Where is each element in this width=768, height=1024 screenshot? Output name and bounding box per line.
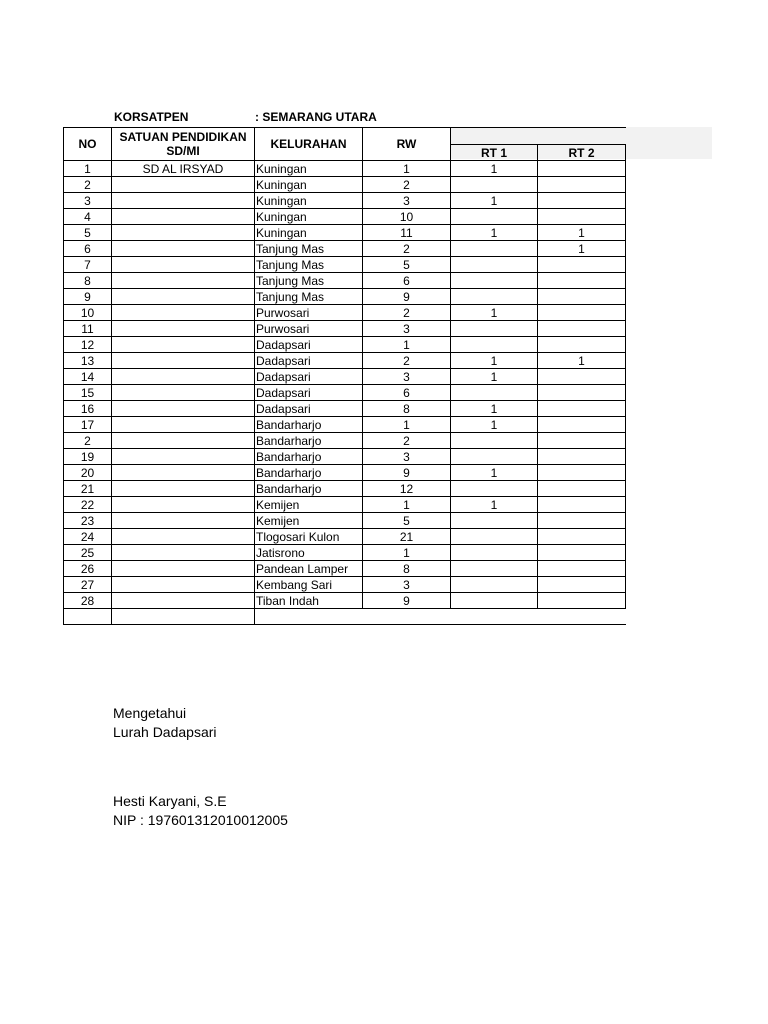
cell-rw: 9 (363, 593, 451, 609)
table-row (64, 465, 626, 481)
cell-sd (112, 225, 255, 241)
cell-rt1 (451, 577, 538, 593)
cell-rt2 (538, 305, 626, 321)
cell-kel: Tanjung Mas (255, 257, 363, 273)
cell-rw: 2 (363, 241, 451, 257)
cell-kel: Kuningan (255, 177, 363, 193)
cell-rw: 2 (363, 305, 451, 321)
cell-no: 19 (64, 449, 112, 465)
cell-rt1 (451, 177, 538, 193)
cell-rt2 (538, 577, 626, 593)
cell-rt2: 1 (538, 241, 626, 257)
cell-kel: Dadapsari (255, 385, 363, 401)
cell-rw: 12 (363, 481, 451, 497)
cell-kel: Dadapsari (255, 337, 363, 353)
cell-sd (112, 321, 255, 337)
cell-rt2: 1 (538, 225, 626, 241)
cell-sd (112, 449, 255, 465)
cell-sd (112, 257, 255, 273)
table-row (64, 513, 626, 529)
footer-name: Hesti Karyani, S.E (113, 793, 227, 809)
col-rt1: RT 1 (451, 145, 538, 161)
cell-rw: 2 (363, 433, 451, 449)
cell-kel: Bandarharjo (255, 481, 363, 497)
cell-kel: Tanjung Mas (255, 241, 363, 257)
cell-rt1 (451, 321, 538, 337)
cell-kel: Bandarharjo (255, 433, 363, 449)
cell-no: 5 (64, 225, 112, 241)
cell-rt1 (451, 593, 538, 609)
cell-kel: Kemijen (255, 497, 363, 513)
cell-rt1 (451, 433, 538, 449)
cell-rw: 6 (363, 273, 451, 289)
cell-sd (112, 465, 255, 481)
cell-kel: Pandean Lamper (255, 561, 363, 577)
cell-rt1 (451, 257, 538, 273)
cell-rt2 (538, 593, 626, 609)
cell-no: 2 (64, 177, 112, 193)
cell-rt2 (538, 433, 626, 449)
table-row (64, 193, 626, 209)
cell-rw: 3 (363, 577, 451, 593)
cell-rw: 1 (363, 417, 451, 433)
cell-no: 21 (64, 481, 112, 497)
table-row (64, 497, 626, 513)
cell-rt2 (538, 401, 626, 417)
table-row (64, 161, 626, 177)
cell-rw: 3 (363, 193, 451, 209)
cell-sd (112, 513, 255, 529)
col-satuan-line2: SD/MI (166, 144, 200, 158)
cell-kel: Purwosari (255, 305, 363, 321)
cell-kel: Bandarharjo (255, 465, 363, 481)
cell-rt2 (538, 481, 626, 497)
table-header-row (64, 128, 626, 145)
cell-rt1 (451, 545, 538, 561)
cell-rt1: 1 (451, 225, 538, 241)
table-row-empty (64, 609, 626, 625)
cell-no: 2 (64, 433, 112, 449)
korsatpen-value: : SEMARANG UTARA (255, 110, 377, 124)
cell-sd (112, 289, 255, 305)
cell-no: 15 (64, 385, 112, 401)
cell-rw: 8 (363, 561, 451, 577)
cell-empty (64, 609, 112, 625)
cell-no: 16 (64, 401, 112, 417)
cell-no: 10 (64, 305, 112, 321)
cell-empty (112, 609, 255, 625)
cell-rw: 3 (363, 369, 451, 385)
cell-rt2 (538, 209, 626, 225)
table-row (64, 289, 626, 305)
cell-rt1 (451, 385, 538, 401)
cell-kel: Jatisrono (255, 545, 363, 561)
cell-no: 20 (64, 465, 112, 481)
cell-rw: 9 (363, 289, 451, 305)
cell-rt2 (538, 417, 626, 433)
cell-sd (112, 273, 255, 289)
cell-rt2 (538, 545, 626, 561)
table-row (64, 577, 626, 593)
cell-sd (112, 305, 255, 321)
cell-rt2 (538, 193, 626, 209)
cell-sd (112, 417, 255, 433)
cell-rt1 (451, 241, 538, 257)
cell-sd (112, 545, 255, 561)
table-row (64, 209, 626, 225)
table-row (64, 321, 626, 337)
cell-rt2 (538, 321, 626, 337)
cell-rt2 (538, 177, 626, 193)
cell-rt2 (538, 369, 626, 385)
cell-sd (112, 561, 255, 577)
col-rw: RW (363, 128, 451, 161)
table-row (64, 257, 626, 273)
cell-sd: SD AL IRSYAD (112, 161, 255, 177)
table-row (64, 449, 626, 465)
footer-nip: NIP : 197601312010012005 (113, 812, 288, 828)
cell-kel: Tanjung Mas (255, 289, 363, 305)
cell-kel: Dadapsari (255, 369, 363, 385)
cell-no: 26 (64, 561, 112, 577)
cell-rt1 (451, 449, 538, 465)
cell-rw: 21 (363, 529, 451, 545)
cell-no: 8 (64, 273, 112, 289)
cell-no: 17 (64, 417, 112, 433)
table-row (64, 561, 626, 577)
cell-kel: Tiban Indah (255, 593, 363, 609)
cell-no: 23 (64, 513, 112, 529)
footer-lurah: Lurah Dadapsari (113, 724, 217, 740)
cell-rt2 (538, 273, 626, 289)
cell-rt1 (451, 289, 538, 305)
cell-rw: 5 (363, 513, 451, 529)
cell-sd (112, 385, 255, 401)
cell-rt2 (538, 513, 626, 529)
table-row (64, 417, 626, 433)
col-satuan-pendidikan (112, 128, 255, 161)
cell-sd (112, 369, 255, 385)
cell-rt2 (538, 337, 626, 353)
table-row (64, 353, 626, 369)
cell-rt1 (451, 513, 538, 529)
cell-kel: Bandarharjo (255, 417, 363, 433)
cell-no: 6 (64, 241, 112, 257)
table-row (64, 337, 626, 353)
cell-rt1 (451, 273, 538, 289)
cell-rt1 (451, 529, 538, 545)
cell-no: 13 (64, 353, 112, 369)
cell-rw: 1 (363, 337, 451, 353)
cell-rw: 3 (363, 449, 451, 465)
table-row (64, 385, 626, 401)
cell-rt1: 1 (451, 401, 538, 417)
footer-mengetahui: Mengetahui (113, 705, 187, 721)
data-table (63, 127, 626, 625)
cell-no: 25 (64, 545, 112, 561)
cell-rt1: 1 (451, 417, 538, 433)
table-row (64, 593, 626, 609)
col-rt-group (451, 128, 626, 145)
cell-kel: Kuningan (255, 209, 363, 225)
cell-rt1: 1 (451, 161, 538, 177)
cell-rw: 1 (363, 497, 451, 513)
cell-no: 14 (64, 369, 112, 385)
cell-sd (112, 497, 255, 513)
cell-sd (112, 401, 255, 417)
cell-rt1 (451, 337, 538, 353)
cell-kel: Kuningan (255, 225, 363, 241)
cell-rw: 5 (363, 257, 451, 273)
cell-rt2 (538, 497, 626, 513)
table-row (64, 401, 626, 417)
cell-no: 12 (64, 337, 112, 353)
cell-rt1: 1 (451, 497, 538, 513)
cell-sd (112, 337, 255, 353)
cell-no: 3 (64, 193, 112, 209)
cell-rt2 (538, 161, 626, 177)
cell-rt2 (538, 529, 626, 545)
table-body (64, 161, 626, 625)
table-row (64, 177, 626, 193)
cell-rt1: 1 (451, 369, 538, 385)
cell-no: 24 (64, 529, 112, 545)
cell-rt2 (538, 257, 626, 273)
cell-rw: 1 (363, 545, 451, 561)
cell-rw: 2 (363, 353, 451, 369)
cell-rt1 (451, 561, 538, 577)
cell-rw: 8 (363, 401, 451, 417)
cell-rw: 9 (363, 465, 451, 481)
cell-sd (112, 577, 255, 593)
cell-sd (112, 481, 255, 497)
cell-rt1 (451, 209, 538, 225)
cell-rt2 (538, 561, 626, 577)
cell-sd (112, 433, 255, 449)
table-row (64, 433, 626, 449)
cell-no: 4 (64, 209, 112, 225)
cell-kel: Kemijen (255, 513, 363, 529)
table-row (64, 225, 626, 241)
cell-rw: 11 (363, 225, 451, 241)
table-row (64, 273, 626, 289)
cell-kel: Dadapsari (255, 401, 363, 417)
cell-sd (112, 193, 255, 209)
cell-rw: 6 (363, 385, 451, 401)
table-row (64, 369, 626, 385)
cell-no: 11 (64, 321, 112, 337)
col-no: NO (64, 128, 112, 161)
col-kelurahan: KELURAHAN (255, 128, 363, 161)
cell-rt1: 1 (451, 465, 538, 481)
cell-rt1: 1 (451, 353, 538, 369)
cell-rw: 10 (363, 209, 451, 225)
col-satuan-line1: SATUAN PENDIDIKAN (119, 130, 247, 144)
cell-sd (112, 177, 255, 193)
cell-sd (112, 353, 255, 369)
korsatpen-label: KORSATPEN (114, 110, 189, 124)
table-row (64, 241, 626, 257)
cell-kel: Dadapsari (255, 353, 363, 369)
cell-rw: 3 (363, 321, 451, 337)
table-row (64, 305, 626, 321)
cell-sd (112, 209, 255, 225)
cell-kel: Kembang Sari (255, 577, 363, 593)
cell-sd (112, 241, 255, 257)
cell-rt2 (538, 449, 626, 465)
cell-kel: Bandarharjo (255, 449, 363, 465)
cell-no: 9 (64, 289, 112, 305)
cell-rt1: 1 (451, 193, 538, 209)
table-row (64, 545, 626, 561)
cell-no: 22 (64, 497, 112, 513)
cell-no: 7 (64, 257, 112, 273)
cell-rt2 (538, 465, 626, 481)
cell-rw: 2 (363, 177, 451, 193)
cell-kel: Kuningan (255, 193, 363, 209)
cell-rt2 (538, 289, 626, 305)
cell-rt2 (538, 385, 626, 401)
cell-empty (255, 609, 626, 625)
table-row (64, 529, 626, 545)
cell-kel: Tanjung Mas (255, 273, 363, 289)
cell-rt1 (451, 481, 538, 497)
cell-kel: Kuningan (255, 161, 363, 177)
cell-no: 28 (64, 593, 112, 609)
cell-kel: Tlogosari Kulon (255, 529, 363, 545)
cell-sd (112, 593, 255, 609)
cell-rt2: 1 (538, 353, 626, 369)
table-row (64, 481, 626, 497)
cell-sd (112, 529, 255, 545)
cell-no: 27 (64, 577, 112, 593)
cell-rt1: 1 (451, 305, 538, 321)
cell-rw: 1 (363, 161, 451, 177)
cell-kel: Purwosari (255, 321, 363, 337)
cell-no: 1 (64, 161, 112, 177)
col-rt2: RT 2 (538, 145, 626, 161)
